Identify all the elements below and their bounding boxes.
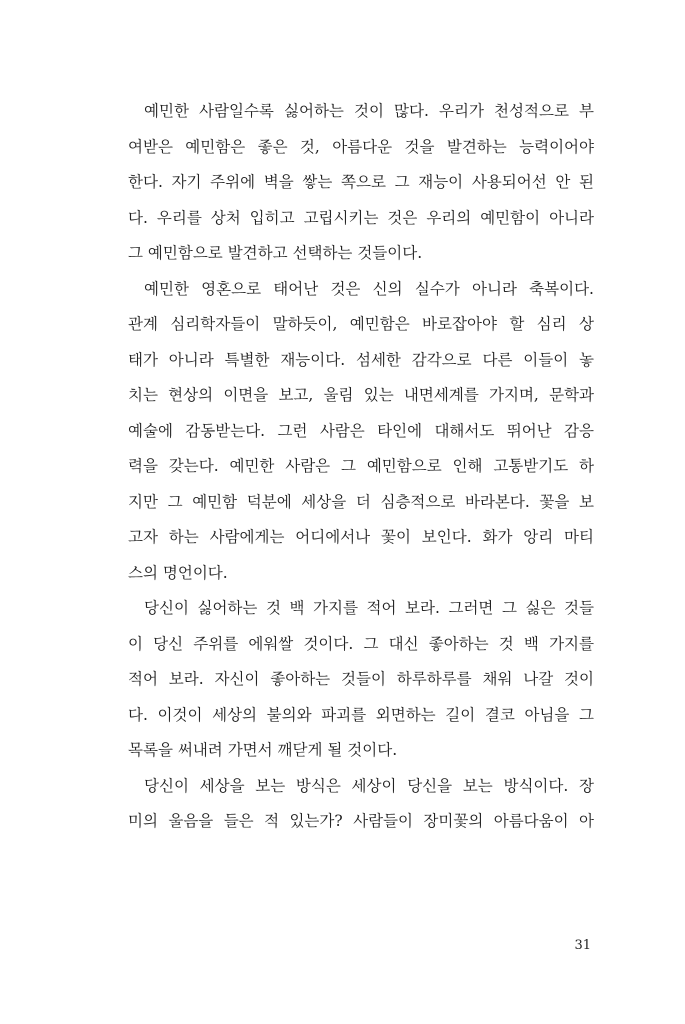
body-text (128, 94, 594, 840)
text-line: 당신이 싫어하는 것 백 가지를 적어 보라. 그러면 그 싫은 것들 (144, 599, 594, 617)
text-line: 당신이 세상을 보는 방식은 세상이 당신을 보는 방식이다. 장 (144, 776, 594, 795)
text-line: 예민한 사람일수록 싫어하는 것이 많다. 우리가 천성적으로 부 (144, 102, 594, 120)
text-line: 예술에 감동받는다. 그런 사람은 타인에 대해서도 뛰어난 감응 (128, 421, 594, 440)
text-line: 지만 그 예민함 덕분에 세상을 더 심층적으로 바라본다. 꽃을 보 (128, 492, 594, 511)
text-line: 여받은 예민함은 좋은 것, 아름다운 것을 발견하는 능력이어야 (128, 137, 594, 156)
text-line: 미의 울음을 들은 적 있는가? 사람들이 장미꽃의 아름다움이 아 (128, 812, 594, 830)
text-line: 력을 갖는다. 예민한 사람은 그 예민함으로 인해 고통받기도 하 (128, 457, 594, 475)
paragraph (128, 591, 594, 769)
text-line: 관계 심리학자들이 말하듯이, 예민함은 바로잡아야 할 심리 상 (128, 315, 594, 333)
text-line: 한다. 자기 주위에 벽을 쌓는 쪽으로 그 재능이 사용되어선 안 된 (128, 173, 594, 191)
text-line: 스의 명언이다. (128, 563, 228, 582)
page-number: 31 (574, 938, 591, 953)
text-line: 이 당신 주위를 에워쌀 것이다. 그 대신 좋아하는 것 백 가지를 (128, 634, 594, 653)
text-line: 목록을 써내려 가면서 깨닫게 될 것이다. (128, 741, 398, 759)
paragraph (128, 94, 594, 272)
text-line: 다. 이것이 세상의 불의와 파괴를 외면하는 길이 결코 아님을 그 (128, 705, 594, 724)
text-line: 그 예민함으로 발견하고 선택하는 것들이다. (128, 244, 423, 262)
paragraph (128, 769, 594, 840)
text-line: 다. 우리를 상처 입히고 고립시키는 것은 우리의 예민함이 아니라 (128, 208, 594, 227)
paragraph (128, 272, 594, 592)
text-line: 예민한 영혼으로 태어난 것은 신의 실수가 아니라 축복이다. (144, 279, 594, 298)
text-line: 태가 아니라 특별한 재능이다. 섬세한 감각으로 다른 이들이 놓 (128, 350, 594, 369)
text-line: 고자 하는 사람에게는 어디에서나 꽃이 보인다. 화가 앙리 마티 (128, 528, 594, 546)
text-line: 적어 보라. 자신이 좋아하는 것들이 하루하루를 채워 나갈 것이 (128, 670, 594, 688)
text-line: 치는 현상의 이면을 보고, 울림 있는 내면세계를 가지며, 문학과 (128, 386, 594, 404)
